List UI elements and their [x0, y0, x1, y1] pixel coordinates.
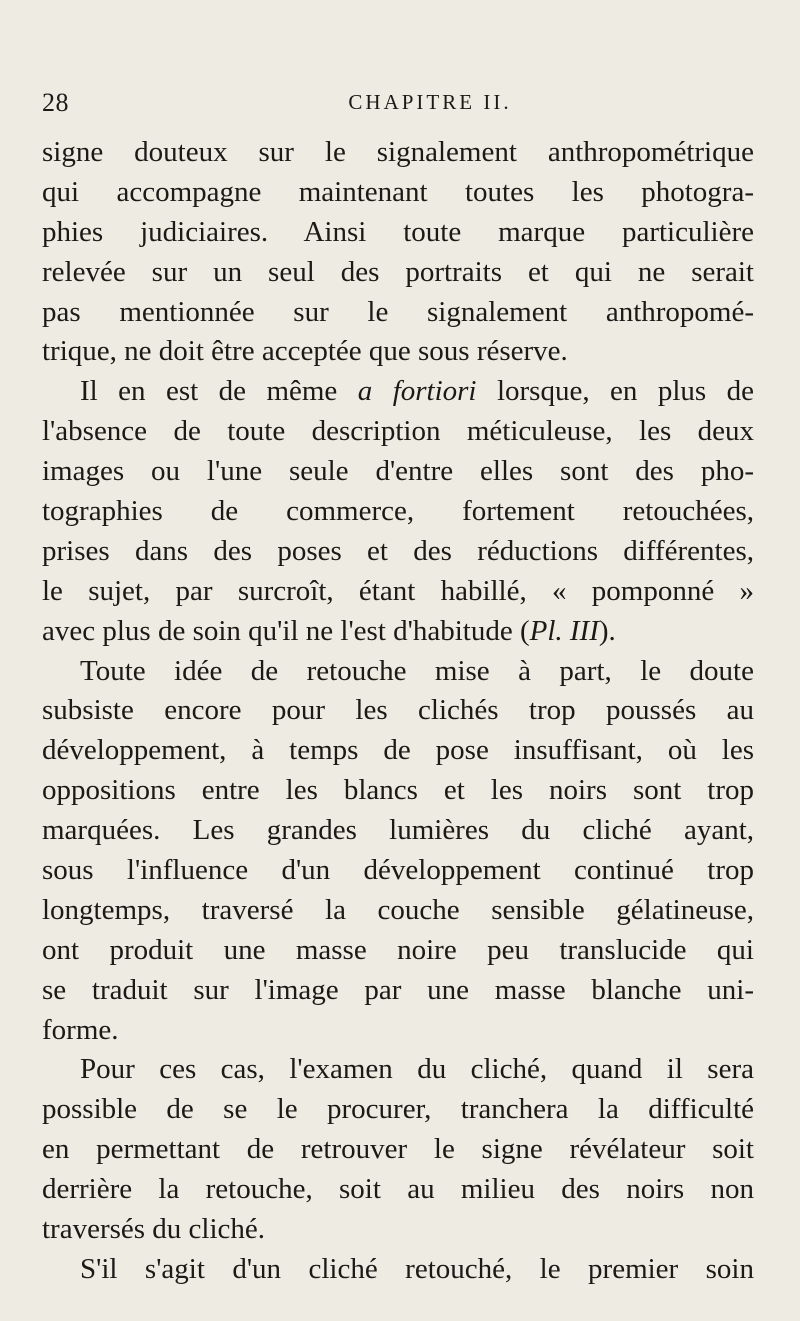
text-line: possible de se le procurer, tranchera la difficulté [42, 1093, 754, 1126]
body-text [42, 133, 754, 1290]
page-number: 28 [42, 88, 69, 117]
text-line: qui accompagne maintenant toutes les photogra- [42, 175, 754, 208]
text-line: subsiste encore pour les clichés trop poussés au [42, 694, 754, 727]
text-line: forme. [42, 1013, 119, 1046]
text-run: lorsque, en plus de [476, 375, 754, 408]
text-line: trique, ne doit être acceptée que sous réserve. [42, 335, 568, 368]
text-line: traversés du cliché. [42, 1213, 266, 1246]
text-line: se traduit sur l'image par une masse blanche uni- [42, 973, 754, 1006]
text-line [42, 612, 754, 652]
text-line: le sujet, par surcroît, étant habillé, « pomponné » [42, 574, 754, 607]
text-line: en permettant de retrouver le signe révélateur soit [42, 1133, 754, 1166]
text-line: longtemps, traversé la couche sensible gélatineuse, [42, 893, 754, 926]
text-line: pas mentionnée sur le signalement anthropomé- [42, 295, 754, 328]
text-run: avec plus de soin qu'il ne l'est d'habitude ( [42, 614, 530, 647]
text-line: images ou l'une seule d'entre elles sont des pho- [42, 455, 754, 488]
text-line: derrière la retouche, soit au milieu des noirs non [42, 1173, 754, 1206]
text-line: tographies de commerce, fortement retouchées, [42, 495, 754, 528]
text-line: relevée sur un seul des portraits et qui ne serait [42, 255, 754, 288]
running-head [42, 88, 758, 122]
text-line: ont produit une masse noire peu translucide qui [42, 933, 754, 966]
text-line: signe douteux sur le signalement anthropométrique [42, 136, 754, 168]
italic-plate-ref: Pl. III [529, 614, 599, 647]
text-line [42, 372, 754, 412]
text-line: marquées. Les grandes lumières du cliché ayant, [42, 814, 754, 847]
text-line: oppositions entre les blancs et les noirs sont trop [42, 774, 754, 807]
text-line: Toute idée de retouche mise à part, le doute [80, 654, 754, 687]
italic-phrase: a fortiori [357, 375, 477, 408]
text-run: Il en est de même [80, 375, 358, 408]
chapter-title: CHAPITRE II. [348, 90, 512, 114]
text-line: phies judiciaires. Ainsi toute marque particulière [42, 215, 754, 248]
text-line: développement, à temps de pose insuffisant, où les [42, 734, 754, 767]
text-line: S'il s'agit d'un cliché retouché, le premier soin [80, 1252, 754, 1285]
text-line: l'absence de toute description méticuleuse, les deux [42, 415, 754, 448]
text-line: prises dans des poses et des réductions différentes, [42, 534, 754, 567]
text-line: sous l'influence d'un développement continué trop [42, 854, 754, 887]
text-run: ). [598, 614, 616, 647]
text-line: Pour ces cas, l'examen du cliché, quand il sera [80, 1053, 754, 1086]
